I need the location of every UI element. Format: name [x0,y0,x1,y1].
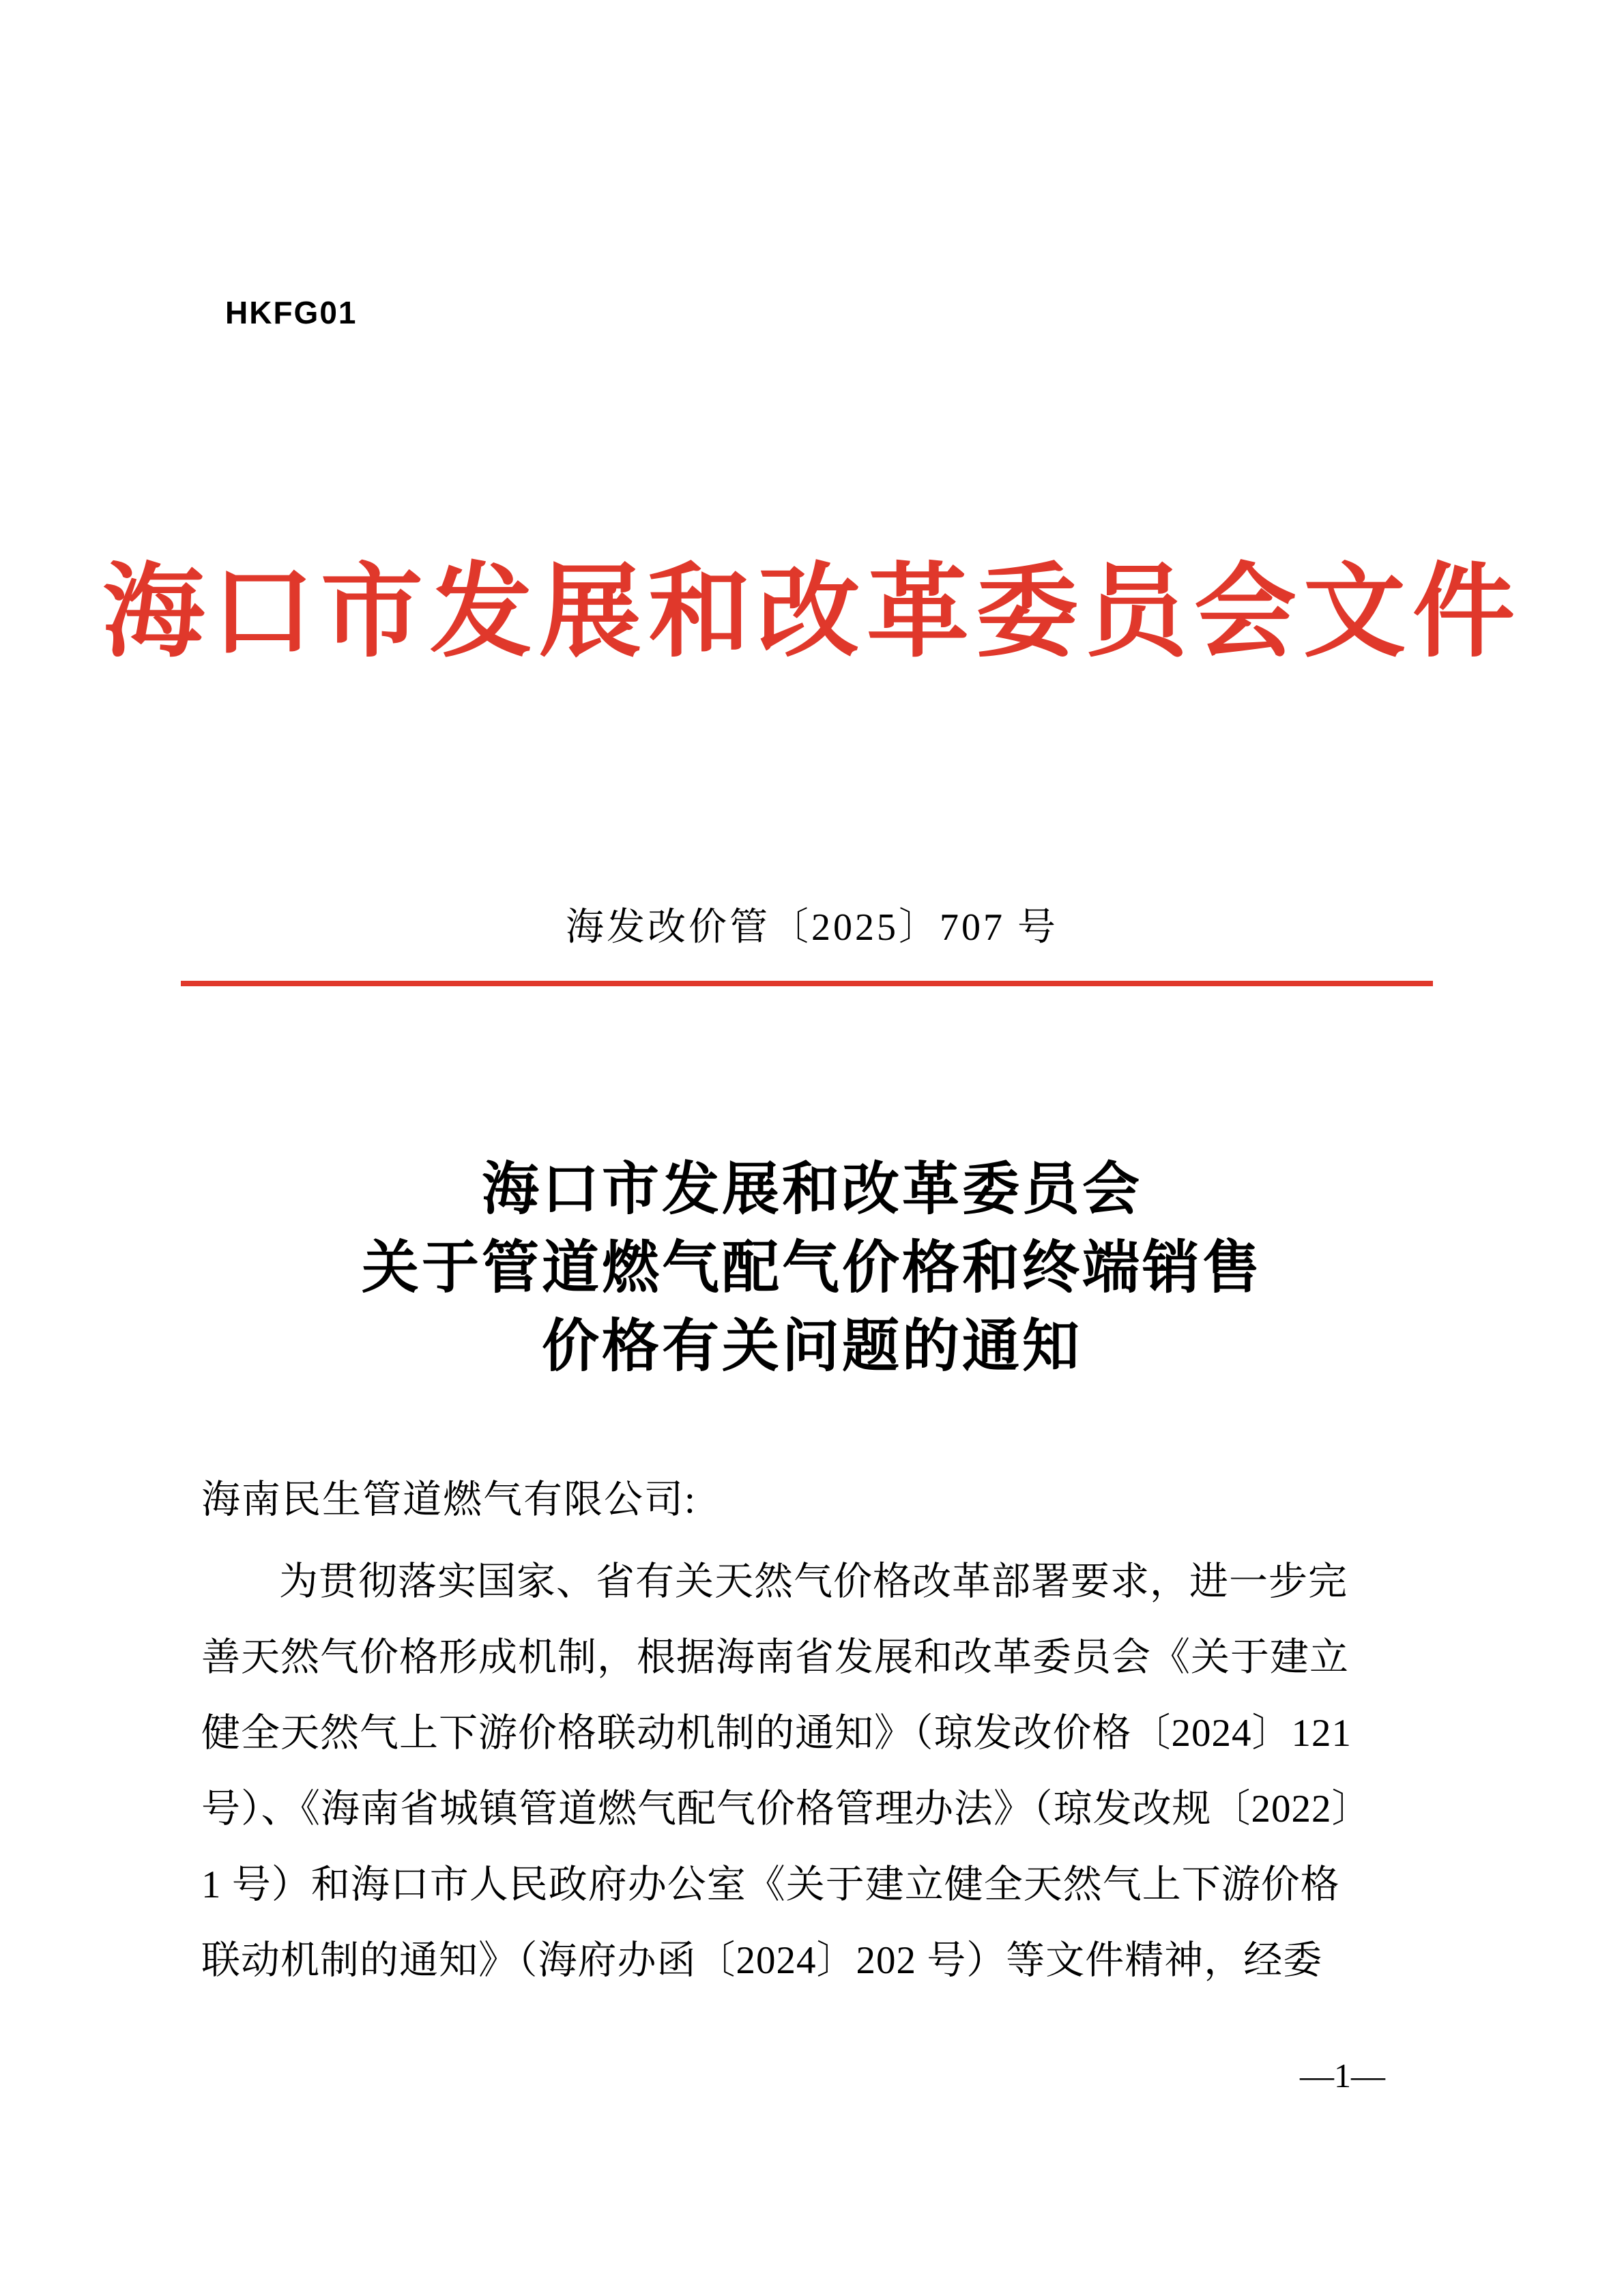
notice-title-line: 关于管道燃气配气价格和终端销售 [361,1237,1262,1300]
agency-banner-title: 海口市发展和改革委员会文件 [102,556,1522,670]
notice-title-line: 价格有关问题的通知 [541,1315,1082,1379]
body-paragraph [201,1544,1440,1998]
body-text-line: 善天然气价格形成机制，根据海南省发展和改革委员会《关于建立 [201,1636,1349,1679]
document-number: 海发改价管〔2025〕707 号 [566,906,1058,949]
addressee: 海南民生管道燃气有限公司: [201,1478,697,1521]
doc-code: HKFG01 [225,295,358,330]
page-number: —1— [1300,2056,1385,2095]
body-text-line: 为贯彻落实国家、省有关天然气价格改革部署要求，进一步完 [279,1560,1348,1603]
notice-title [0,1151,1624,1386]
body-text-line: 号）、《海南省城镇管道燃气配气价格管理办法》（琼发改规〔2022〕 [201,1788,1372,1831]
red-separator-line [181,981,1433,986]
body-text-line: 1 号）和海口市人民政府办公室《关于建立健全天然气上下游价格 [201,1863,1340,1906]
body-text-line: 联动机制的通知》（海府办函〔2024〕202 号）等文件精神，经委 [201,1939,1323,1982]
body-text-line: 健全天然气上下游价格联动机制的通知》（琼发改价格〔2024〕121 [201,1712,1352,1755]
notice-title-line: 海口市发展和改革委员会 [481,1158,1142,1222]
